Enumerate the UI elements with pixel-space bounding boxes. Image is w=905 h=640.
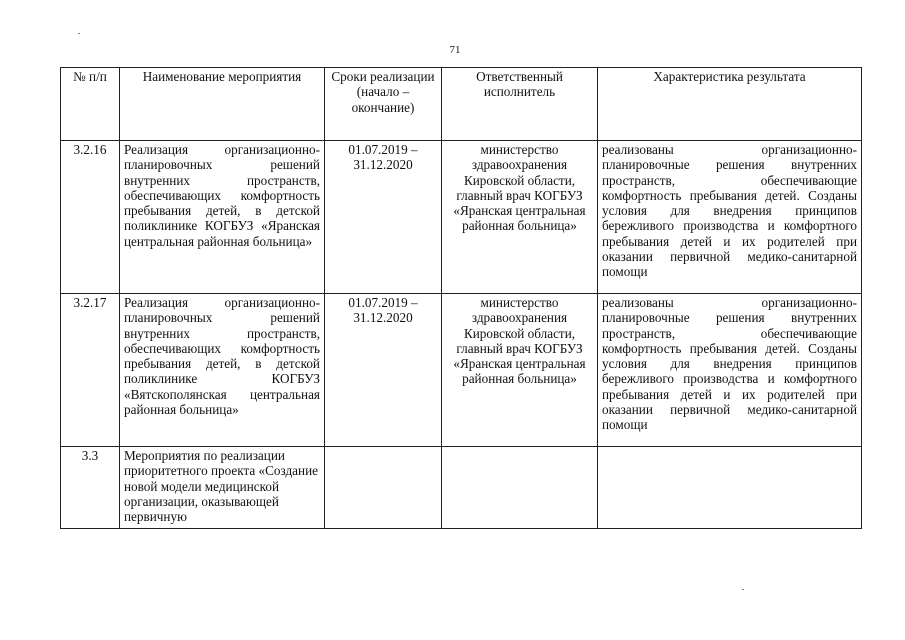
table-row bbox=[61, 447, 862, 529]
table-header-row bbox=[61, 68, 862, 141]
cell-result: реализованы организационно-планировочные решения внутренних пространств, обеспечивающие комфортность пребывания детей. Созданы условия для внедрения принципов бережливого производства и комфортного пребывания детей и их родителей при оказании первичной медико-санитарной помощи bbox=[598, 141, 862, 294]
measures-table bbox=[60, 67, 862, 529]
cell-name: Реализация организационно-планировочных решений внутренних пространств, обеспечивающих комфортность пребывания детей, в детской поликлинике КОГБУЗ «Вятскополянская центральная районная больница» bbox=[120, 294, 325, 447]
table-row bbox=[61, 294, 862, 447]
cell-num: 3.2.17 bbox=[61, 294, 120, 447]
cell-responsible bbox=[442, 447, 598, 529]
cell-result: реализованы организационно-планировочные решения внутренних пространств, обеспечивающие комфортность пребывания детей. Созданы условия для внедрения принципов бережливого производства и комфортного пребывания детей и их родителей при оказании первичной медико-санитарной помощи bbox=[598, 294, 862, 447]
scan-speck bbox=[78, 33, 80, 34]
cell-responsible: министерство здравоохранения Кировской области, главный врач КОГБУЗ «Яранская центральная районная больница» bbox=[442, 141, 598, 294]
cell-name: Реализация организационно-планировочных решений внутренних пространств, обеспечивающих комфортность пребывания детей, в детской поликлинике КОГБУЗ «Яранская центральная районная больница» bbox=[120, 141, 325, 294]
header-name: Наименование мероприятия bbox=[120, 68, 325, 141]
cell-num: 3.3 bbox=[61, 447, 120, 529]
cell-result bbox=[598, 447, 862, 529]
header-term: Сроки реализации (начало – окончание) bbox=[325, 68, 442, 141]
cell-term bbox=[325, 447, 442, 529]
header-responsible: Ответственный исполнитель bbox=[442, 68, 598, 141]
cell-num: 3.2.16 bbox=[61, 141, 120, 294]
cell-responsible: министерство здравоохранения Кировской области, главный врач КОГБУЗ «Яранская центральная районная больница» bbox=[442, 294, 598, 447]
cell-term: 01.07.2019 – 31.12.2020 bbox=[325, 141, 442, 294]
header-result: Характеристика результата bbox=[598, 68, 862, 141]
cell-term: 01.07.2019 – 31.12.2020 bbox=[325, 294, 442, 447]
scan-speck bbox=[742, 589, 744, 590]
cell-name: Мероприятия по реализации приоритетного проекта «Создание новой модели медицинской организации, оказывающей первичную bbox=[120, 447, 325, 529]
page-number: 71 bbox=[449, 44, 461, 56]
header-num: № п/п bbox=[61, 68, 120, 141]
table-row bbox=[61, 141, 862, 294]
